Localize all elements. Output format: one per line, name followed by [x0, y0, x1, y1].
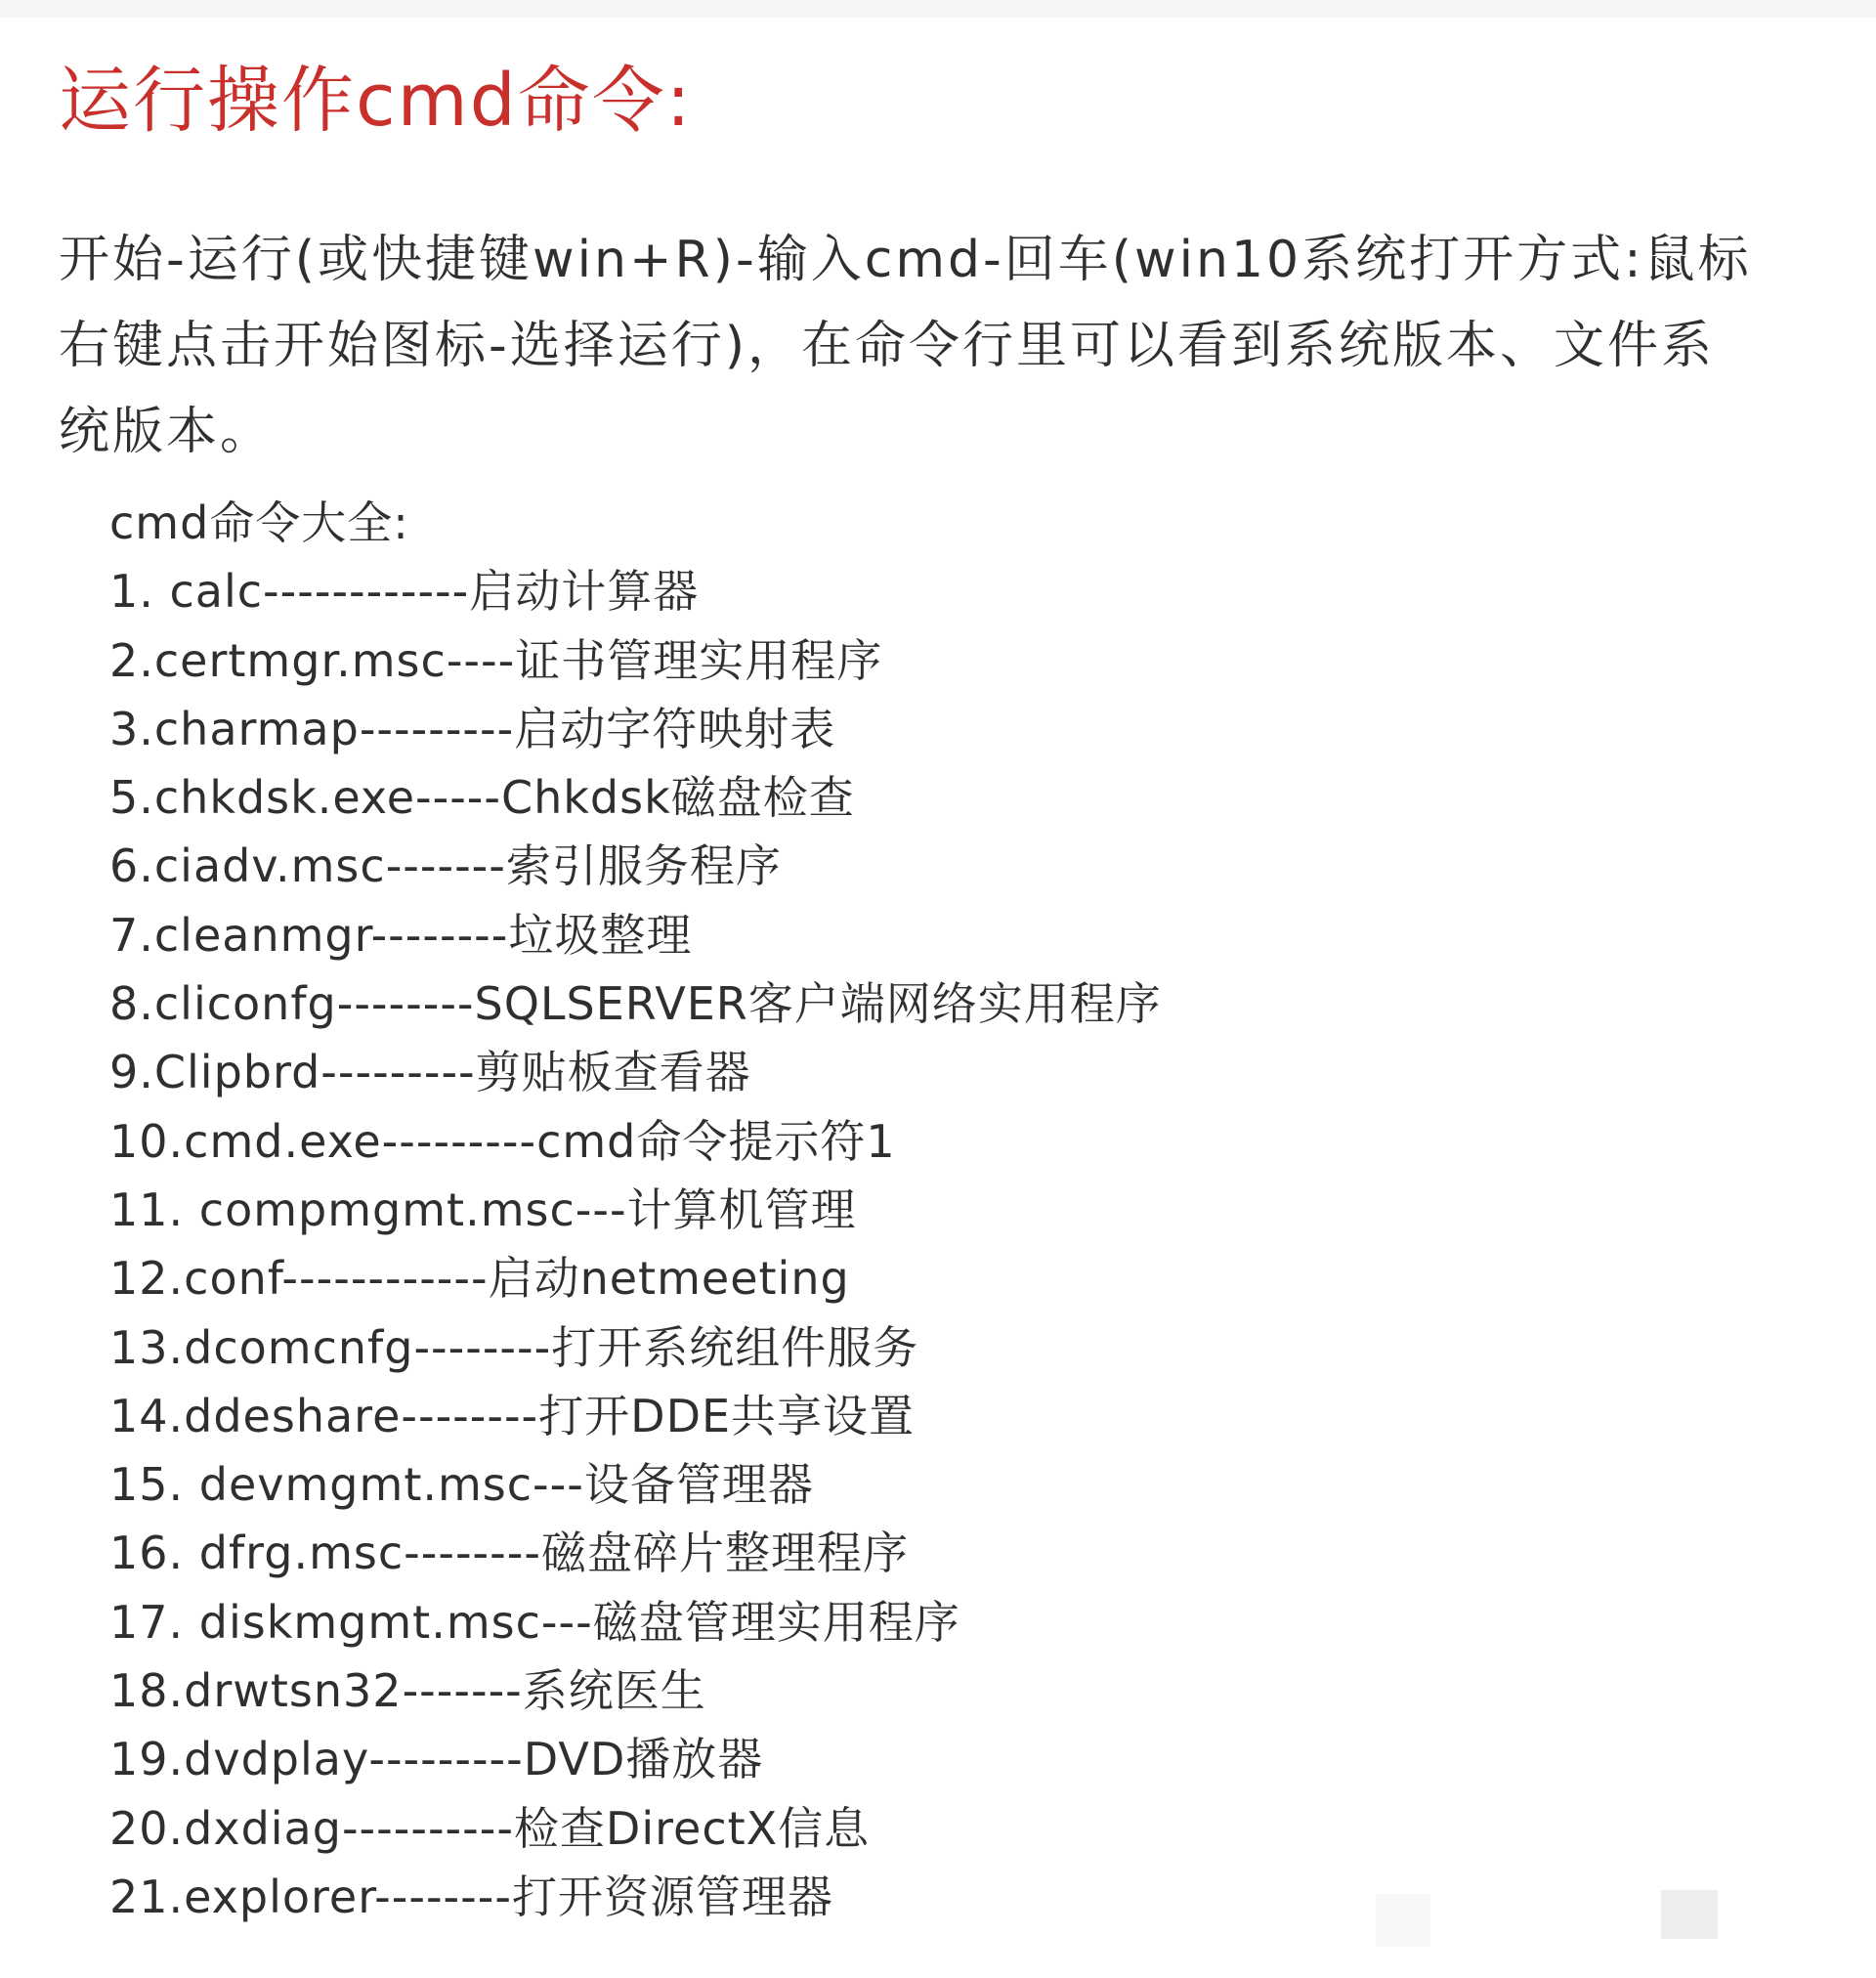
list-item: 17. diskmgmt.msc---磁盘管理实用程序: [109, 1595, 960, 1649]
list-item: 3.charmap---------启动字符映射表: [109, 702, 836, 755]
top-band: [0, 0, 1876, 18]
faint-mark: [1661, 1890, 1718, 1939]
list-item: 6.ciadv.msc-------索引服务程序: [109, 839, 782, 893]
list-item: 16. dfrg.msc--------磁盘碎片整理程序: [109, 1526, 909, 1580]
list-item: 2.certmgr.msc----证书管理实用程序: [109, 633, 883, 687]
faint-mark: [1376, 1894, 1430, 1947]
list-item: 18.drwtsn32-------系统医生: [109, 1664, 706, 1718]
list-item: 8.cliconfg--------SQLSERVER客户端网络实用程序: [109, 977, 1162, 1031]
list-item: 21.explorer--------打开资源管理器: [109, 1870, 833, 1923]
list-item: 5.chkdsk.exe-----Chkdsk磁盘检查: [109, 771, 855, 825]
list-item: 13.dcomcnfg--------打开系统组件服务: [109, 1320, 919, 1374]
list-item: 7.cleanmgr--------垃圾整理: [109, 908, 693, 962]
list-item: 1. calc------------启动计算器: [109, 565, 700, 619]
page-title: 运行操作cmd命令:: [59, 59, 693, 143]
command-list: [109, 489, 1162, 1931]
list-item: 9.Clipbrd---------剪贴板查看器: [109, 1046, 751, 1099]
list-item: 20.dxdiag----------检查DirectX信息: [109, 1801, 871, 1855]
list-item: 11. compmgmt.msc---计算机管理: [109, 1182, 857, 1236]
list-item: 12.conf------------启动netmeeting: [109, 1252, 850, 1306]
list-item: 15. devmgmt.msc---设备管理器: [109, 1458, 814, 1512]
list-item: 10.cmd.exe---------cmd命令提示符1: [109, 1114, 896, 1168]
intro-paragraph: 开始-运行(或快捷键win+R)-输入cmd-回车(win10系统打开方式:鼠标右键点击开始图标-选择运行)，在命令行里可以看到系统版本、文件系统版本。: [59, 231, 1752, 461]
list-heading: cmd命令大全:: [109, 496, 409, 549]
list-item: 19.dvdplay---------DVD播放器: [109, 1733, 764, 1786]
list-item: 14.ddeshare--------打开DDE共享设置: [109, 1389, 916, 1442]
